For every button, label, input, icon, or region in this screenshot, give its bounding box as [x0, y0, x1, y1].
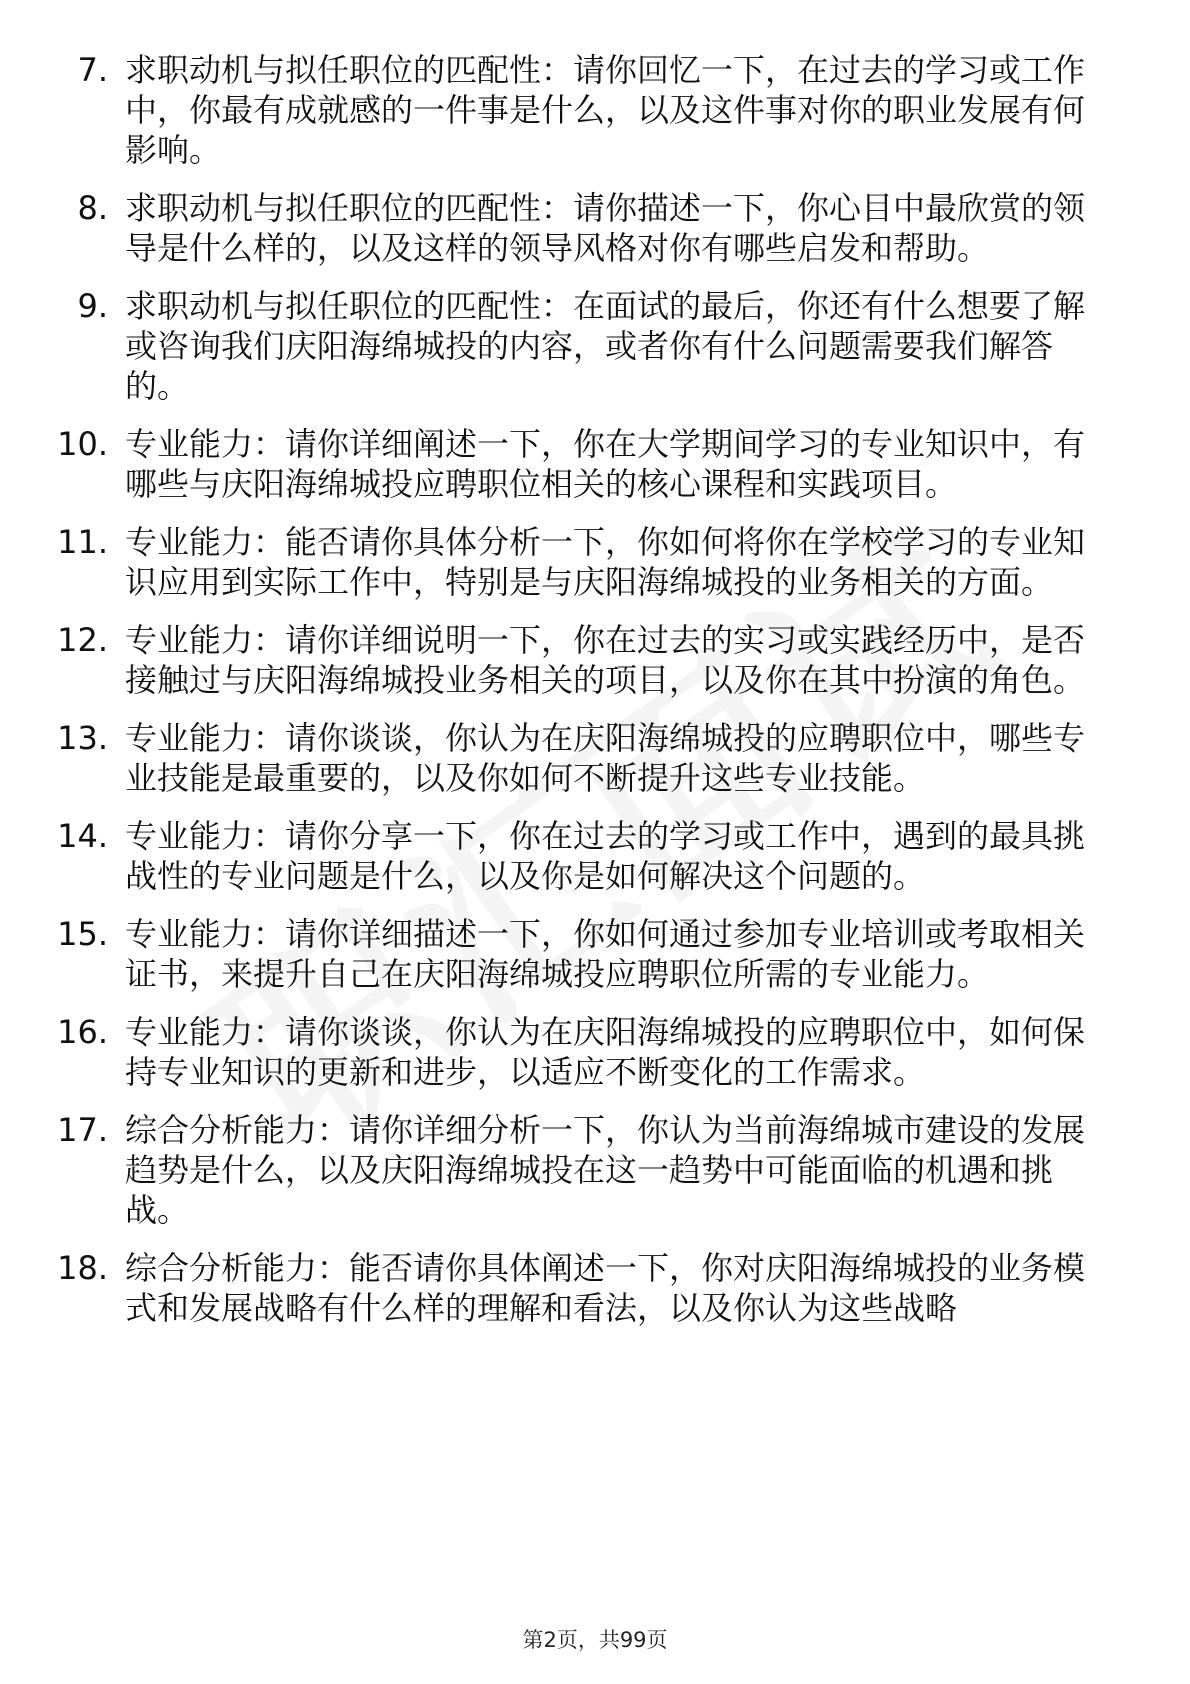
item-number: 17.	[57, 1111, 108, 1149]
item-number: 11.	[57, 523, 108, 561]
list-item	[0, 1012, 1190, 1092]
item-text: 专业能力：能否请你具体分析一下，你如何将你在学校学习的专业知识应用到实际工作中，特别是与庆阳海绵城投的业务相关的方面。	[125, 523, 1086, 601]
item-text: 综合分析能力：请你详细分析一下，你认为当前海绵城市建设的发展趋势是什么，以及庆阳海绵城投在这一趋势中可能面临的机遇和挑战。	[125, 1111, 1086, 1229]
item-text: 专业能力：请你详细说明一下，你在过去的实习或实践经历中，是否接触过与庆阳海绵城投业务相关的项目，以及你在其中扮演的角色。	[125, 621, 1086, 699]
item-number: 15.	[57, 915, 108, 953]
list-item	[0, 718, 1190, 798]
list-item	[0, 620, 1190, 700]
item-text: 专业能力：请你分享一下，你在过去的学习或工作中，遇到的最具挑战性的专业问题是什么，以及你是如何解决这个问题的。	[125, 817, 1086, 895]
list-item	[0, 1110, 1190, 1230]
item-number: 8.	[77, 189, 108, 227]
question-list	[0, 50, 1190, 1346]
page-footer: 第2页，共99页	[522, 1628, 668, 1652]
item-text: 求职动机与拟任职位的匹配性：请你描述一下，你心目中最欣赏的领导是什么样的，以及这样的领导风格对你有哪些启发和帮助。	[125, 189, 1086, 267]
list-item	[0, 50, 1190, 170]
item-text: 专业能力：请你谈谈，你认为在庆阳海绵城投的应聘职位中，如何保持专业知识的更新和进步，以适应不断变化的工作需求。	[125, 1013, 1086, 1091]
list-item	[0, 286, 1190, 406]
item-number: 16.	[57, 1013, 108, 1051]
item-text: 专业能力：请你详细阐述一下，你在大学期间学习的专业知识中，有哪些与庆阳海绵城投应聘职位相关的核心课程和实践项目。	[125, 425, 1086, 503]
list-item	[0, 188, 1190, 268]
item-text: 求职动机与拟任职位的匹配性：在面试的最后，你还有什么想要了解或咨询我们庆阳海绵城投的内容，或者你有什么问题需要我们解答的。	[125, 287, 1086, 405]
item-number: 7.	[77, 51, 108, 89]
list-item	[0, 914, 1190, 994]
item-number: 13.	[57, 719, 108, 757]
item-text: 求职动机与拟任职位的匹配性：请你回忆一下，在过去的学习或工作中，你最有成就感的一件事是什么，以及这件事对你的职业发展有何影响。	[125, 51, 1086, 169]
list-item	[0, 1248, 1190, 1328]
list-item	[0, 522, 1190, 602]
item-number: 10.	[57, 425, 108, 463]
item-number: 12.	[57, 621, 108, 659]
item-number: 14.	[57, 817, 108, 855]
item-text: 专业能力：请你详细描述一下，你如何通过参加专业培训或考取相关证书，来提升自己在庆阳海绵城投应聘职位所需的专业能力。	[125, 915, 1086, 993]
item-number: 9.	[77, 287, 108, 325]
list-item	[0, 816, 1190, 896]
list-item	[0, 424, 1190, 504]
item-text: 专业能力：请你谈谈，你认为在庆阳海绵城投的应聘职位中，哪些专业技能是最重要的，以及你如何不断提升这些专业技能。	[125, 719, 1086, 797]
item-text: 综合分析能力：能否请你具体阐述一下，你对庆阳海绵城投的业务模式和发展战略有什么样的理解和看法，以及你认为这些战略	[125, 1249, 1086, 1327]
item-number: 18.	[57, 1249, 108, 1287]
